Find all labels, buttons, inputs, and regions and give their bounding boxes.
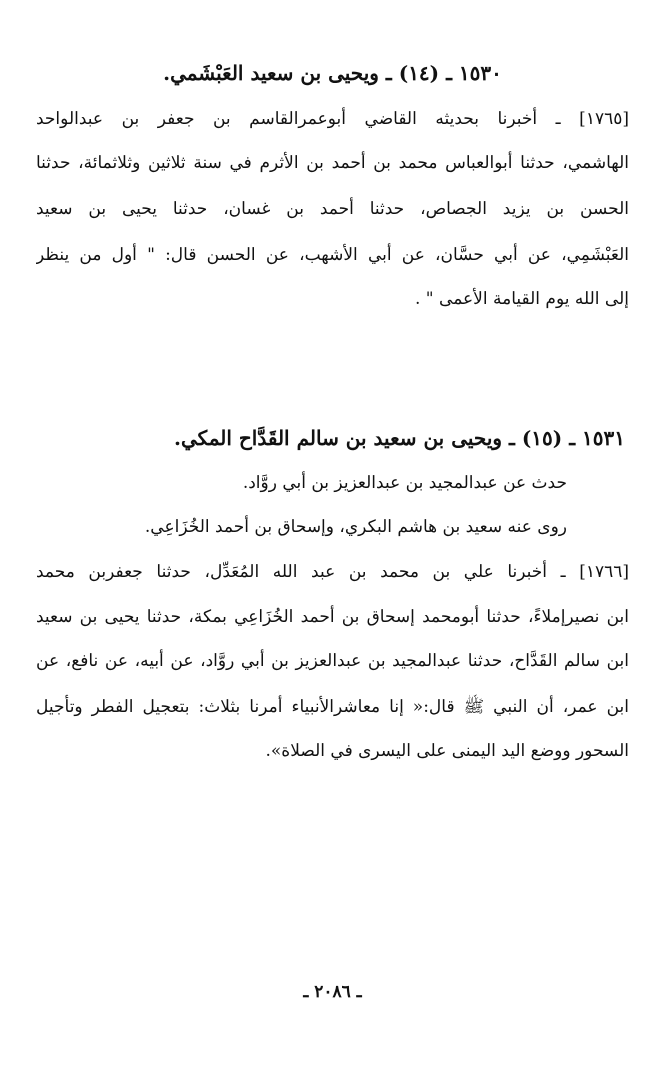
entry-1531-line-1: [١٧٦٦] ـ أخبرنا علي بن محمد بن عبد الله المُعَدِّل، حدثنا جعفربن محمد (36, 562, 629, 582)
page-number: ـ ٢٠٨٦ ـ (303, 982, 362, 1002)
entry-1531-line-3: ابن سالم القَدَّاح، حدثنا عبدالمجيد بن عبدالعزيز بن أبي روَّاد، عن أبيه، عن نافع، عن (36, 651, 629, 671)
entry-1531-line-5: السحور ووضع اليد اليمنى على اليسرى في الصلاة». (265, 741, 629, 761)
entry-1530-line-4: العَبْشَمِي، عن أبي حسَّان، عن أبي الأشهب، عن الحسن قال: " أول من ينظر (36, 245, 629, 265)
entry-heading-1531: ١٥٣١ ـ (١٥) ـ ويحيى بن سعيد بن سالم القَدَّاح المكي. (174, 426, 625, 450)
entry-1530-line-2: الهاشمي، حدثنا أبوالعباس محمد بن أحمد بن الأثرم في سنة ثلاثين وثلاثمائة، حدثنا (36, 153, 629, 173)
entry-1531-line-4: ابن عمر، أن النبي ﷺ قال:« إنا معاشرالأنبياء أمرنا بثلاث: بتعجيل الفطر وتأجيل (36, 697, 629, 717)
entry-1530-line-3: الحسن بن يزيد الجصاص، حدثنا أحمد بن غسان، حدثنا يحيى بن سعيد (36, 199, 629, 219)
entry-1530-line-1: [١٧٦٥] ـ أخبرنا بحديثه القاضي أبوعمرالقاسم بن جعفر بن عبدالواحد (36, 109, 629, 129)
entry-heading-1530: ١٥٣٠ ـ (١٤) ـ ويحيى بن سعيد العَبْشَمي. (163, 61, 502, 85)
entry-1531-intro-1: حدث عن عبدالمجيد بن عبدالعزيز بن أبي روَّاد. (242, 473, 567, 493)
entry-1530-line-5: إلى الله يوم القيامة الأعمى " . (415, 289, 629, 309)
entry-1531-intro-2: روى عنه سعيد بن هاشم البكري، وإسحاق بن أحمد الخُزَاعِي. (144, 517, 567, 537)
entry-1531-line-2: ابن نصيرإملاءً، حدثنا أبومحمد إسحاق بن أحمد الخُزَاعِي بمكة، حدثنا يحيى بن سعيد (36, 607, 629, 627)
